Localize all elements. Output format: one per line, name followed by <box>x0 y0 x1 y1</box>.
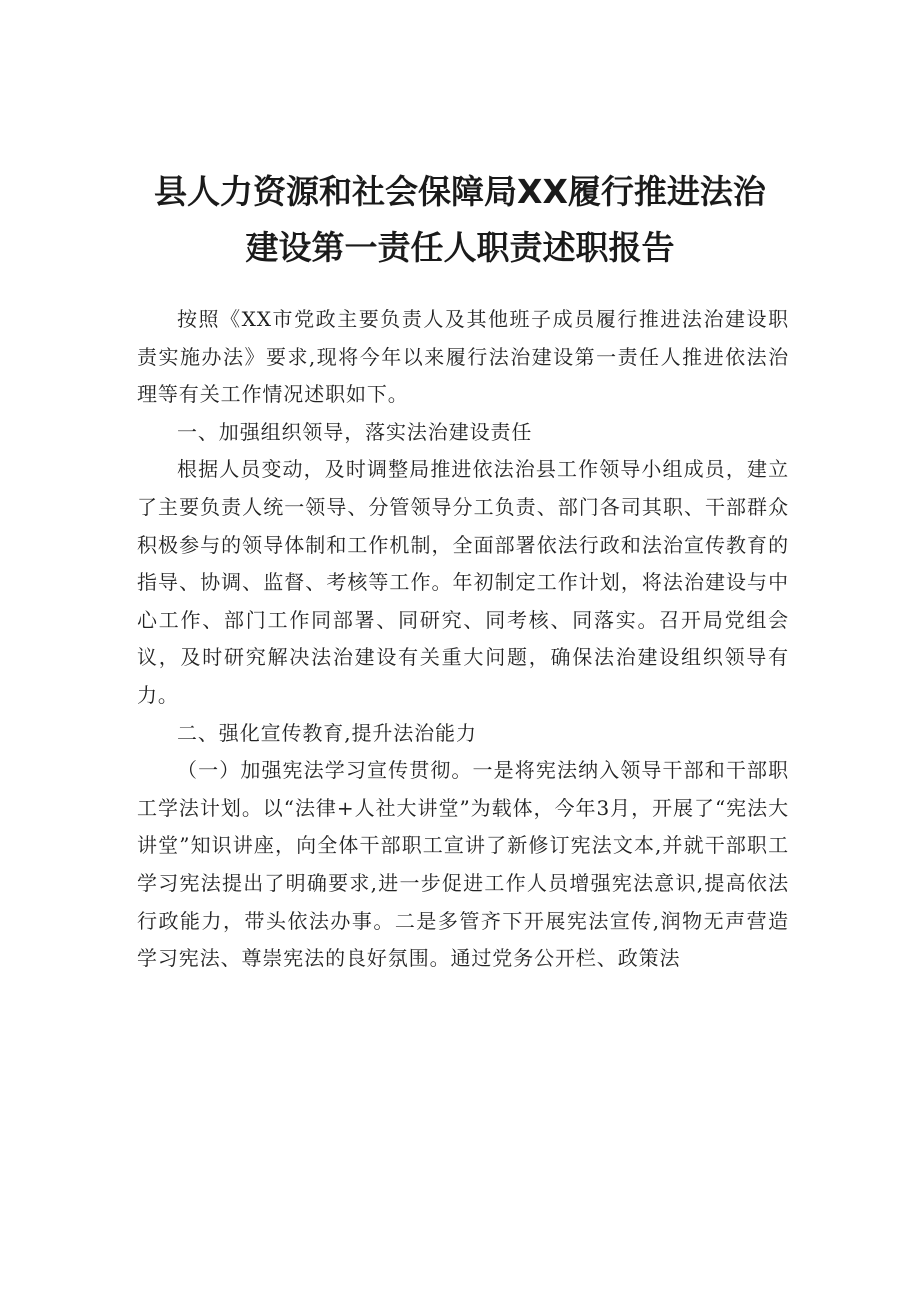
section-heading-2: 二、强化宣传教育,提升法治能力 <box>177 720 477 745</box>
body-paragraph: （一）加强宪法学习宣传贯彻。一是将宪法纳入领导干部和干部职工学法计划。以“法律+人社大讲堂”为载体，今年3月，开展了“宪法大讲堂”知识讲座，向全体干部职工宣讲了新修订宪法文本,并就干部职工学习宪法提出了明确要求,进一步促进工作人员增强宪法意识,提高依法行政能力，带头依法办事。二是多管齐下开展宪法宣传,润物无声营造学习宪法、尊崇宪法的良好氛围。通过党务公开栏、政策法 <box>137 758 789 971</box>
intro-paragraph: 按照《XX市党政主要负责人及其他班子成员履行推进法治建设职责实施办法》要求,现将今年以来履行法治建设第一责任人推进依法治理等有关工作情况述职如下。 <box>137 307 789 407</box>
section-heading-1: 一、加强组织领导，落实法治建设责任 <box>177 419 533 444</box>
document-title-line-1: 县人力资源和社会保障局XX履行推进法治 <box>154 172 766 211</box>
document-title-line-2: 建设第一责任人职责述职报告 <box>245 228 675 267</box>
document-body <box>137 301 789 978</box>
body-paragraph: 根据人员变动，及时调整局推进依法治县工作领导小组成员，建立了主要负责人统一领导、分管领导分工负责、部门各司其职、干部群众积极参与的领导体制和工作机制，全面部署依法行政和法治宣传教育的指导、协调、监督、考核等工作。年初制定工作计划，将法治建设与中心工作、部门工作同部署、同研究、同考核、同落实。召开局党组会议，及时研究解决法治建设有关重大问题，确保法治建设组织领导有力。 <box>137 457 789 707</box>
